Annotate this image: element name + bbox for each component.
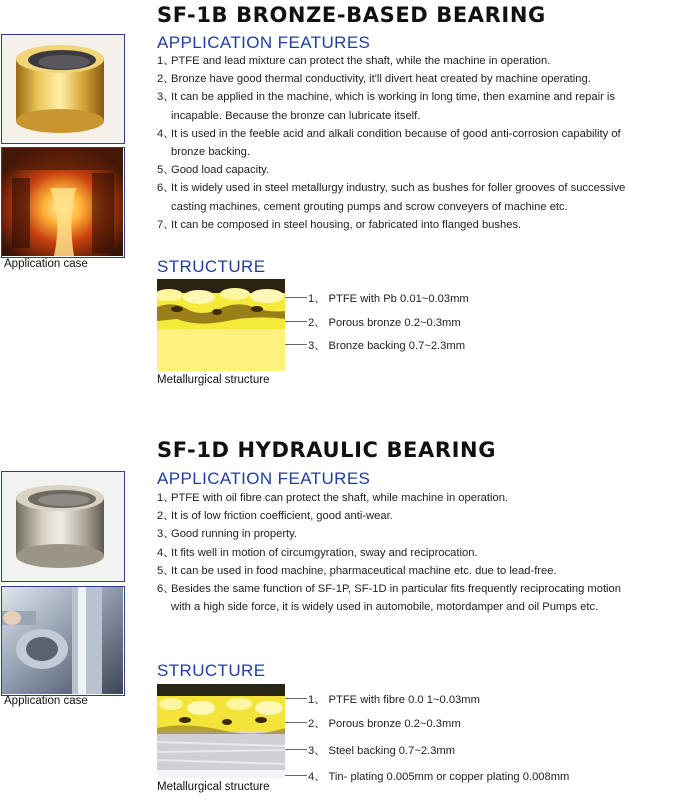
application-case-photo-sf1d — [1, 586, 125, 696]
application-caption-sf1b: Application case — [4, 258, 88, 270]
feature-item: 1、PTFE and lead mixture can protect the shaft, while the machine in operation. — [157, 55, 551, 67]
feature-item: 4、It is used in the feeble acid and alkali condition because of good anti-corrosion capability of — [157, 127, 621, 140]
feature-item: 7、It can be composed in steel housing, or fabricated into flanged bushes. — [157, 218, 522, 231]
feature-item-continuation: casting machines, cement grouting pumps and scrow conveyers of machine etc. — [171, 200, 568, 213]
bronze-bushing-icon — [2, 35, 123, 142]
feature-item-continuation: incapable. Because the bronze can lubricate itself. — [171, 109, 421, 122]
feature-item: 3、Good running in property. — [157, 528, 298, 541]
steel-bearing-photo — [1, 471, 125, 582]
feature-item: 6、It is widely used in steel metallurgy industry, such as bushes for foller grooves of successive — [157, 182, 626, 195]
structure-heading-sf1b: STRUCTURE — [157, 257, 266, 276]
metallurgical-caption-sf1d: Metallurgical structure — [157, 781, 270, 793]
layer-label: 3、 Steel backing 0.7~2.3mm — [308, 745, 456, 757]
layer-label: 3、 Bronze backing 0.7~2.3mm — [308, 340, 466, 352]
features-heading-sf1d: APPLICATION FEATURES — [157, 469, 371, 488]
feature-item: 3、It can be applied in the machine, which is working in long time, then examine and repair is — [157, 91, 616, 104]
layer-label: 1、 PTFE with fibre 0.0 1~0.03mm — [308, 694, 480, 706]
hydraulic-machine-image — [2, 587, 123, 694]
features-heading-sf1b: APPLICATION FEATURES — [157, 33, 371, 52]
feature-item-continuation: bronze backing. — [171, 146, 250, 159]
feature-item: 6、Besides the same function of SF-1P, SF-1D in particular fits frequently reciprocating motion — [157, 583, 621, 596]
feature-item: 5、It can be used in food machine, pharmaceutical machine etc. due to lead-free. — [157, 564, 557, 577]
feature-item: 4、It fits well in motion of circumgyration, sway and reciprocation. — [157, 546, 478, 559]
feature-item-continuation: with a high side force, it is widely used in automobile, motordamper and oil Pumps etc. — [171, 601, 599, 614]
layer-label: 2、 Porous bronze 0.2~0.3mm — [308, 317, 461, 329]
application-caption-sf1d: Application case — [4, 695, 88, 707]
steel-bushing-icon — [2, 472, 123, 580]
metallurgical-image-sf1b — [157, 279, 285, 371]
bronze-bearing-photo — [1, 34, 125, 144]
section-title-sf1d: SF-1D HYDRAULIC BEARING — [157, 438, 497, 462]
metallurgical-image-sf1d — [157, 684, 285, 778]
micrograph-image — [157, 684, 285, 778]
layer-label: 4、 Tin- plating 0.005mm or copper plating 0.008mm — [308, 771, 570, 783]
micrograph-image — [157, 279, 285, 371]
section-title-sf1b: SF-1B BRONZE-BASED BEARING — [157, 3, 546, 27]
application-case-photo-sf1b — [1, 147, 125, 258]
layer-label: 2、 Porous bronze 0.2~0.3mm — [308, 718, 461, 730]
features-list-sf1b — [157, 52, 692, 234]
molten-steel-image — [2, 148, 123, 256]
structure-heading-sf1d: STRUCTURE — [157, 661, 266, 680]
feature-item: 2、It is of low friction coefficient, good anti-wear. — [157, 510, 393, 523]
metallurgical-caption-sf1b: Metallurgical structure — [157, 374, 270, 386]
feature-item: 1、PTFE with oil fibre can protect the shaft, while machine in operation. — [157, 492, 509, 504]
feature-item: 2、Bronze have good thermal conductivity, it'll divert heat created by machine operating. — [157, 73, 591, 86]
layer-label: 1、 PTFE with Pb 0.01~0.03mm — [308, 293, 469, 305]
features-list-sf1d — [157, 489, 692, 616]
feature-item: 5、Good load capacity. — [157, 164, 270, 177]
